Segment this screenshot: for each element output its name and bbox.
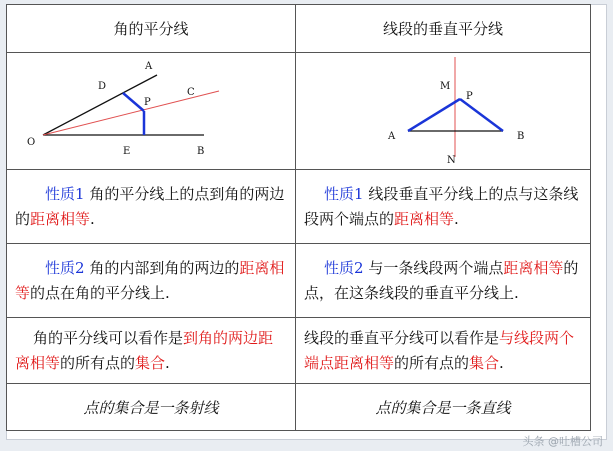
label-p: P (466, 91, 473, 102)
segment-pb (460, 99, 503, 131)
property-tag: 性质2 (324, 258, 364, 277)
segment-property-2: 性质2 与一条线段两个端点距离相等的点，在这条线段的垂直平分线上. (296, 244, 591, 318)
label-a: A (388, 131, 396, 142)
label-d: D (98, 81, 107, 92)
highlight-condition: 与线段两个端点距离相等 (304, 328, 575, 372)
segment-property-1: 性质1 线段垂直平分线上的点与这条线段两个端点的距离相等. (296, 170, 591, 244)
label-m: M (440, 81, 451, 92)
angle-property-1: 性质1 角的平分线上的点到角的两边的距离相等. (7, 170, 296, 244)
label-a: A (145, 61, 153, 72)
header-perpendicular-bisector: 线段的垂直平分线 (296, 5, 591, 53)
property-tag: 性质2 (45, 258, 85, 277)
angle-bisector-set-definition: 角的平分线可以看作是到角的两边距离相等的所有点的集合. (7, 318, 296, 384)
highlight-condition: 到角的两边距离相等 (15, 328, 274, 372)
label-o: O (27, 137, 36, 148)
angle-bisector-diagram (7, 53, 294, 165)
highlight-set: 集合 (135, 353, 166, 372)
label-b: B (517, 131, 525, 142)
header-angle-bisector: 角的平分线 (7, 5, 296, 53)
highlight-set: 集合 (469, 353, 500, 372)
perpendicular-bisector-set-definition: 线段的垂直平分线可以看作是与线段两个端点距离相等的所有点的集合. (296, 318, 591, 384)
highlight-equal-distance: 距离相等 (503, 258, 564, 277)
highlight-equal-distance: 距离相等 (30, 209, 91, 228)
perpendicular-bisector-diagram (296, 53, 589, 165)
angle-bisector-figure-cell (7, 53, 296, 170)
label-n: N (447, 155, 456, 165)
property-tag: 性质1 (45, 184, 85, 203)
watermark: 头条 @吐槽公司 (522, 435, 603, 448)
highlight-equal-distance: 距离相等 (394, 209, 455, 228)
label-c: C (187, 87, 195, 98)
perpendicular-bisector-figure-cell (296, 53, 591, 170)
segment-pa (408, 99, 460, 131)
angle-property-2: 性质2 角的内部到角的两边的距离相等的点在角的平分线上. (7, 244, 296, 318)
highlight-equal-distance: 距离相等 (15, 258, 285, 302)
property-tag: 性质1 (324, 184, 364, 203)
perpendicular-pd (123, 93, 144, 111)
comparison-table (6, 4, 591, 431)
conclusion-line: 点的集合是一条直线 (296, 384, 591, 431)
label-b: B (197, 146, 205, 157)
conclusion-ray: 点的集合是一条射线 (7, 384, 296, 431)
label-e: E (123, 146, 131, 157)
label-p: P (144, 97, 151, 108)
